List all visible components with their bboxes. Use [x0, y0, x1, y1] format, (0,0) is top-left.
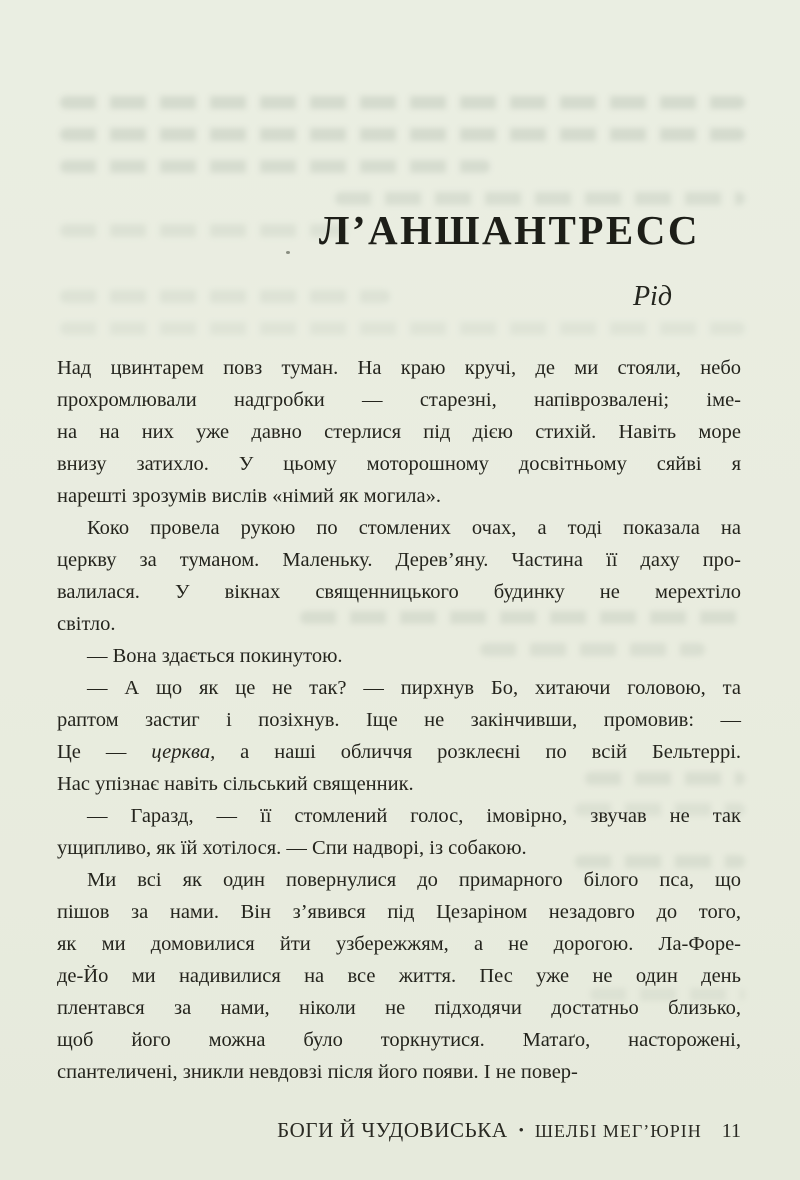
chapter-subtitle: Рід: [632, 281, 672, 312]
text-line: плентався за нами, ніколи не підходячи достатньо близько,: [57, 997, 741, 1019]
text-line: Над цвинтарем повз туман. На краю кручі, де ми стояли, небо: [57, 357, 741, 379]
bleedthrough-line: [60, 290, 390, 303]
text-line: спантеличені, зникли невдовзі після його появи. І не повер-: [57, 1061, 578, 1083]
text-line: Це — церква, а наші обличчя розклеєні по всій Бельтеррі.: [57, 741, 742, 763]
footer-author: ШЕЛБІ МЕГ’ЮРІН: [534, 1121, 702, 1141]
text-line: нарешті зрозумів вислів «німий як могила».: [57, 485, 441, 507]
chapter-title: Л’АНШАНТРЕСС: [318, 207, 700, 253]
bleedthrough-line: [60, 96, 745, 109]
text-line: церкву за туманом. Маленьку. Дерев’яну. Частина її даху про-: [57, 549, 741, 571]
text-line: щоб його можна було торкнутися. Матаґо, насторожені,: [57, 1029, 741, 1051]
text-line: як ми домовилися йти узбережжям, а не дорогою. Ла-Форе-: [57, 933, 741, 955]
text-line: прохромлювали надгробки — старезні, напіврозвалені; іме-: [57, 389, 741, 411]
footer-page-number: 11: [721, 1120, 741, 1142]
bleedthrough-line: [60, 322, 745, 335]
text-line: — Вона здається покинутою.: [87, 645, 343, 667]
text-line: валилася. У вікнах священницького будинку не мерехтіло: [57, 581, 741, 603]
bleedthrough-line: [335, 192, 745, 205]
running-footer: [277, 1118, 741, 1143]
paper-speck: [286, 251, 290, 254]
text-line: Ми всі як один повернулися до примарного білого пса, що: [87, 869, 741, 891]
bleedthrough-line: [60, 128, 745, 141]
bleedthrough-line: [60, 224, 360, 237]
text-line: ущипливо, як їй хотілося. — Спи надворі, із собакою.: [57, 837, 527, 859]
text-line: Коко провела рукою по стомлених очах, а тоді показала на: [87, 517, 741, 539]
body-text: [57, 352, 741, 1088]
footer-book-title: БОГИ Й ЧУДОВИСЬКА: [277, 1118, 508, 1142]
text-line: на на них уже давно стерлися під дією стихій. Навіть море: [57, 421, 741, 443]
text-line: — Гаразд, — її стомлений голос, імовірно, звучав не так: [87, 805, 741, 827]
text-line: — А що як це не так? — пирхнув Бо, хитаючи головою, та: [87, 677, 741, 699]
text-line: пішов за нами. Він з’явився під Цезаріном незадовго до того,: [57, 901, 741, 923]
text-line: внизу затихло. У цьому моторошному досвітньому сяйві я: [57, 453, 741, 475]
text-line: Нас упізнає навіть сільський священник.: [57, 773, 414, 795]
text-line: де-Йо ми надивилися на все життя. Пес уже не один день: [57, 965, 741, 987]
footer-bullet-icon: •: [518, 1123, 524, 1139]
text-line: раптом застиг і позіхнув. Іще не закінчивши, промовив: —: [57, 709, 741, 731]
bleedthrough-line: [60, 160, 490, 173]
text-line: світло.: [57, 613, 116, 635]
